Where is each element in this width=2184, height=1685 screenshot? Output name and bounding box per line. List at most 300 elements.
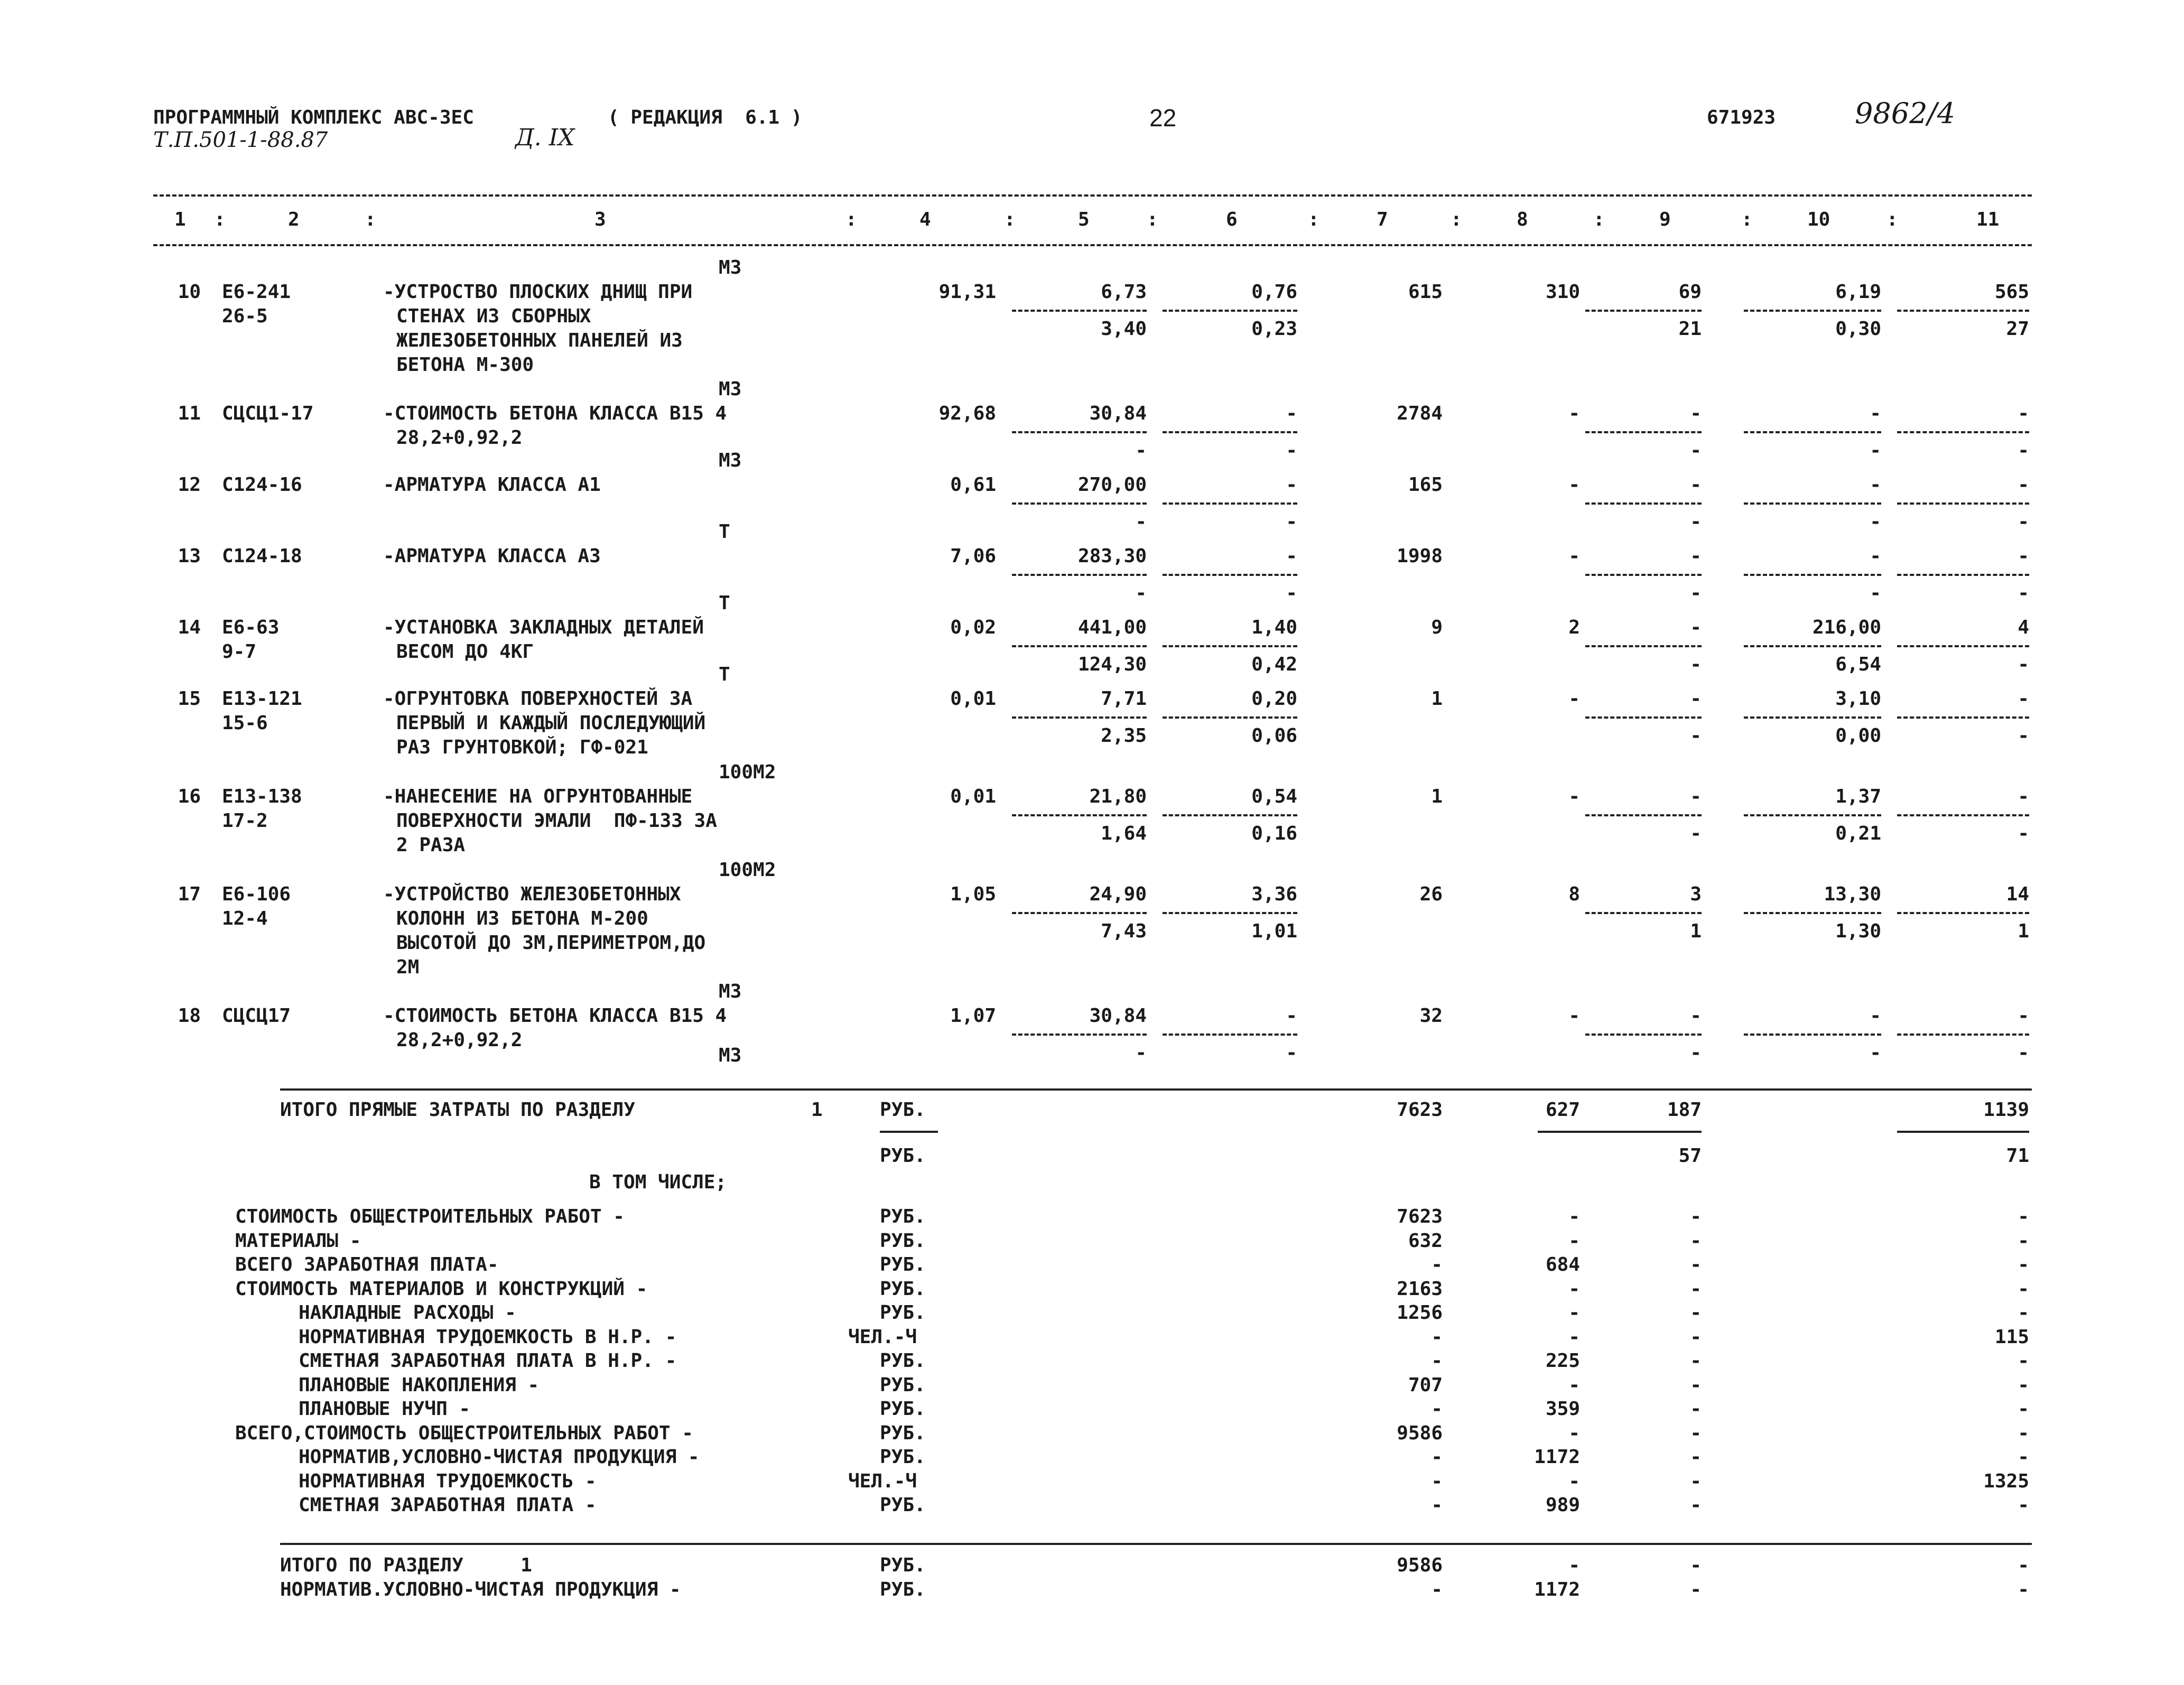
column-separator: : [214, 209, 226, 230]
row-col7: 9 [1431, 617, 1443, 638]
summary-col9: - [1690, 1494, 1702, 1516]
row-description: -СТОИМОСТЬ БЕТОНА КЛАССА В15 4 [383, 1005, 727, 1027]
summary-label: МАТЕРИАЛЫ - [235, 1230, 361, 1252]
fraction-rule [1012, 310, 1147, 312]
summary-col8: - [1568, 1302, 1580, 1324]
fraction-rule [1585, 645, 1702, 647]
summary-col7: - [1431, 1446, 1443, 1468]
fraction-rule [1585, 431, 1702, 433]
row-col8: - [1568, 545, 1580, 567]
row-col6b: 0,06 [1251, 725, 1297, 747]
summary-unit: РУБ. [880, 1206, 926, 1227]
totals-col7: 7623 [1397, 1099, 1443, 1121]
row-col9: - [1690, 403, 1702, 424]
row-col6b: 0,23 [1251, 318, 1297, 340]
summary-col8: - [1568, 1326, 1580, 1348]
fraction-rule [1897, 912, 2029, 914]
row-col11b: 27 [2006, 318, 2029, 340]
final-col11: - [2018, 1579, 2029, 1600]
summary-col11: - [2018, 1230, 2029, 1252]
summary-unit: РУБ. [880, 1446, 926, 1468]
row-code: С124-18 [222, 545, 302, 567]
final-col11: - [2018, 1554, 2029, 1576]
row-col11: - [2018, 545, 2029, 567]
row-number: 15 [178, 688, 201, 710]
totals-unit: РУБ. [880, 1099, 926, 1121]
row-col7: 32 [1419, 1005, 1443, 1027]
row-col6b: - [1286, 440, 1297, 461]
summary-unit: РУБ. [880, 1278, 926, 1300]
totals-unit-rule [880, 1131, 938, 1133]
summary-unit: ЧЕЛ.-Ч [848, 1326, 917, 1348]
fraction-rule [1012, 912, 1147, 914]
row-col4: 7,06 [950, 545, 996, 567]
summary-col9: - [1690, 1350, 1702, 1372]
summary-col11: - [2018, 1206, 2029, 1227]
fraction-rule [1744, 574, 1881, 576]
fraction-rule [1744, 1034, 1881, 1036]
column-separator: : [1308, 209, 1319, 230]
summary-col11: - [2018, 1278, 2029, 1300]
row-code: 12-4 [222, 908, 268, 929]
row-col5b: - [1135, 511, 1147, 533]
row-col6: 0,20 [1251, 688, 1297, 710]
fraction-rule [1897, 716, 2029, 719]
column-header-3: 3 [594, 209, 606, 230]
row-col6: - [1286, 545, 1297, 567]
row-col5b: - [1135, 440, 1147, 461]
row-col10: - [1870, 545, 1881, 567]
summary-label: НОРМАТИВНАЯ ТРУДОЕМКОСТЬ В Н.Р. - [299, 1326, 677, 1348]
row-col4: 1,05 [950, 883, 996, 905]
row-col7: 1 [1431, 688, 1443, 710]
row-col7: 165 [1408, 474, 1443, 496]
row-col9: - [1690, 617, 1702, 638]
summary-unit: ЧЕЛ.-Ч [848, 1470, 917, 1492]
row-col6: 3,36 [1251, 883, 1297, 905]
column-separator: : [365, 209, 376, 230]
row-description: ВЫСОТОЙ ДО 3М,ПЕРИМЕТРОМ,ДО [396, 932, 706, 954]
row-col8: 2 [1568, 617, 1580, 638]
row-col7: 26 [1419, 883, 1443, 905]
row-col9b: - [1690, 725, 1702, 747]
row-col5: 6,73 [1101, 281, 1147, 303]
row-description: -ОГРУНТОВКА ПОВЕРХНОСТЕЙ ЗА [383, 688, 693, 710]
row-description: ЖЕЛЕЗОБЕТОННЫХ ПАНЕЛЕЙ ИЗ [396, 330, 683, 351]
fraction-rule [1163, 716, 1297, 719]
fraction-rule [1585, 912, 1702, 914]
summary-col9: - [1690, 1326, 1702, 1348]
row-col7: 615 [1408, 281, 1443, 303]
program-title: ПРОГРАММНЫЙ КОМПЛЕКС АВС-3ЕС [153, 107, 474, 128]
totals-col9-second: 57 [1678, 1145, 1702, 1167]
row-col5b: - [1135, 1042, 1147, 1064]
row-col11: - [2018, 403, 2029, 424]
row-description: 2М [396, 956, 420, 978]
summary-col9: - [1690, 1422, 1702, 1444]
row-col11: 4 [2018, 617, 2029, 638]
summary-col11: - [2018, 1302, 2029, 1324]
row-col9b: 1 [1690, 920, 1702, 942]
row-col5b: 124,30 [1077, 654, 1147, 675]
row-col6: 0,76 [1251, 281, 1297, 303]
row-col8: - [1568, 1005, 1580, 1027]
fraction-rule [1163, 1034, 1297, 1036]
summary-col11: - [2018, 1350, 2029, 1372]
row-description: ПОВЕРХНОСТИ ЭМАЛИ ПФ-133 ЗА [396, 810, 717, 832]
row-col9b: - [1690, 440, 1702, 461]
column-separator: : [1593, 209, 1605, 230]
fraction-rule [1163, 814, 1297, 816]
project-number: Т.П.501-1-88.87 [153, 128, 328, 152]
summary-label: СТОИМОСТЬ ОБЩЕСТРОИТЕЛЬНЫХ РАБОТ - [235, 1206, 625, 1227]
row-description: ПЕРВЫЙ И КАЖДЫЙ ПОСЛЕДУЮЩИЙ [396, 712, 706, 734]
row-col10b: 0,30 [1835, 318, 1881, 340]
fraction-rule [1897, 1034, 2029, 1036]
summary-col8: 989 [1545, 1494, 1580, 1516]
summary-col7: - [1431, 1254, 1443, 1276]
row-col9b: - [1690, 654, 1702, 675]
row-col6b: 0,16 [1251, 823, 1297, 844]
edition-label: ( РЕДАКЦИЯ 6.1 ) [608, 107, 803, 128]
row-col11: - [2018, 474, 2029, 496]
summary-col8: 225 [1545, 1350, 1580, 1372]
row-code: СЦСЦ17 [222, 1005, 291, 1027]
fraction-rule [1012, 645, 1147, 647]
row-col11b: - [2018, 440, 2029, 461]
row-code: Е13-121 [222, 688, 302, 710]
column-separator: : [1004, 209, 1016, 230]
row-col7: 2784 [1397, 403, 1443, 424]
summary-label: ВСЕГО,СТОИМОСТЬ ОБЩЕСТРОИТЕЛЬНЫХ РАБОТ - [235, 1422, 693, 1444]
row-col5b: 2,35 [1101, 725, 1147, 747]
row-unit-label: М3 [719, 257, 742, 278]
fraction-rule [1744, 502, 1881, 505]
row-col6: - [1286, 403, 1297, 424]
row-code: 15-6 [222, 712, 268, 734]
row-col5b: 3,40 [1101, 318, 1147, 340]
row-unit-label: М3 [719, 1045, 742, 1066]
summary-col9: - [1690, 1302, 1702, 1324]
row-col11b: - [2018, 582, 2029, 604]
summary-col9: - [1690, 1398, 1702, 1420]
row-col5: 21,80 [1089, 786, 1147, 807]
summary-col7: - [1431, 1470, 1443, 1492]
row-col11: 14 [2006, 883, 2029, 905]
row-col4: 0,01 [950, 688, 996, 710]
summary-col8: - [1568, 1206, 1580, 1227]
row-description: -АРМАТУРА КЛАССА А1 [383, 474, 601, 496]
fraction-rule [1163, 310, 1297, 312]
row-col5: 7,71 [1101, 688, 1147, 710]
summary-col9: - [1690, 1230, 1702, 1252]
fraction-rule [1585, 574, 1702, 576]
row-col6b: 0,42 [1251, 654, 1297, 675]
summary-col7: 632 [1408, 1230, 1443, 1252]
row-col10: 216,00 [1812, 617, 1881, 638]
row-col11b: - [2018, 511, 2029, 533]
fraction-rule [1012, 502, 1147, 505]
summary-label: НАКЛАДНЫЕ РАСХОДЫ - [299, 1302, 516, 1324]
row-code: 17-2 [222, 810, 268, 832]
summary-col7: - [1431, 1326, 1443, 1348]
fraction-rule [1897, 645, 2029, 647]
row-description: РАЗ ГРУНТОВКОЙ; ГФ-021 [396, 737, 648, 758]
row-number: 12 [178, 474, 201, 496]
summary-label: НОРМАТИВ,УСЛОВНО-ЧИСТАЯ ПРОДУКЦИЯ - [299, 1446, 700, 1468]
fraction-rule [1585, 310, 1702, 312]
row-description: 28,2+0,92,2 [396, 1029, 523, 1051]
row-code: Е6-106 [222, 883, 291, 905]
row-col10: - [1870, 403, 1881, 424]
row-col9: - [1690, 1005, 1702, 1027]
fraction-rule [1012, 1034, 1147, 1036]
row-col5b: 1,64 [1101, 823, 1147, 844]
summary-col9: - [1690, 1470, 1702, 1492]
row-col9: 3 [1690, 883, 1702, 905]
totals-col11-second: 71 [2006, 1145, 2029, 1167]
fraction-rule [1897, 431, 2029, 433]
row-number: 10 [178, 281, 201, 303]
column-header-11: 11 [1976, 209, 2000, 230]
summary-col7: 1256 [1397, 1302, 1443, 1324]
summary-col11: 115 [1994, 1326, 2029, 1348]
summary-col7: - [1431, 1350, 1443, 1372]
row-col10b: 0,00 [1835, 725, 1881, 747]
summary-col11: - [2018, 1398, 2029, 1420]
column-header-10: 10 [1807, 209, 1830, 230]
row-code: Е6-241 [222, 281, 291, 303]
fraction-rule [1744, 716, 1881, 719]
row-description: БЕТОНА М-300 [396, 354, 534, 376]
fraction-rule [1897, 574, 2029, 576]
column-header-5: 5 [1078, 209, 1090, 230]
final-col7: 9586 [1397, 1554, 1443, 1576]
fraction-rule [1744, 310, 1881, 312]
row-col9: - [1690, 545, 1702, 567]
row-col4: 0,01 [950, 786, 996, 807]
summary-col8: 684 [1545, 1254, 1580, 1276]
final-col8: 1172 [1534, 1579, 1580, 1600]
summary-col9: - [1690, 1206, 1702, 1227]
summary-col7: - [1431, 1494, 1443, 1516]
row-col6b: - [1286, 511, 1297, 533]
part-label: Д. IX [515, 124, 575, 151]
row-col10: 13,30 [1824, 883, 1881, 905]
summary-unit: РУБ. [880, 1422, 926, 1444]
row-col9: 69 [1678, 281, 1702, 303]
summary-col11: - [2018, 1446, 2029, 1468]
fraction-rule [1012, 814, 1147, 816]
row-col11b: - [2018, 1042, 2029, 1064]
fraction-rule [1012, 574, 1147, 576]
column-separator: : [1886, 209, 1898, 230]
row-col6b: - [1286, 1042, 1297, 1064]
row-col10: 1,37 [1835, 786, 1881, 807]
row-col10b: 1,30 [1835, 920, 1881, 942]
column-header-1: 1 [174, 209, 186, 230]
final-label: НОРМАТИВ.УСЛОВНО-ЧИСТАЯ ПРОДУКЦИЯ - [280, 1579, 681, 1600]
summary-unit: РУБ. [880, 1398, 926, 1420]
row-code: Е6-63 [222, 617, 280, 638]
summary-unit: РУБ. [880, 1374, 926, 1396]
row-col7: 1 [1431, 786, 1443, 807]
final-col9: - [1690, 1554, 1702, 1576]
page-number: 22 [1149, 104, 1177, 132]
row-col4: 0,61 [950, 474, 996, 496]
fraction-rule [1585, 1034, 1702, 1036]
row-unit-label: М3 [719, 981, 742, 1002]
summary-unit: РУБ. [880, 1230, 926, 1252]
document-code: 671923 [1707, 107, 1776, 128]
summary-col8: - [1568, 1374, 1580, 1396]
column-header-4: 4 [919, 209, 931, 230]
fraction-rule [1163, 574, 1297, 576]
row-col9b: - [1690, 823, 1702, 844]
row-description: -АРМАТУРА КЛАССА А3 [383, 545, 601, 567]
row-col6b: - [1286, 582, 1297, 604]
summary-col7: 9586 [1397, 1422, 1443, 1444]
fraction-rule [1585, 814, 1702, 816]
summary-label: ВСЕГО ЗАРАБОТНАЯ ПЛАТА- [235, 1254, 499, 1276]
summary-label: ПЛАНОВЫЕ НУЧП - [299, 1398, 471, 1420]
row-col9: - [1690, 688, 1702, 710]
summary-col7: - [1431, 1398, 1443, 1420]
row-col10b: - [1870, 582, 1881, 604]
handwritten-code: 9862/4 [1855, 97, 1955, 130]
row-col4: 0,02 [950, 617, 996, 638]
row-col5: 270,00 [1077, 474, 1147, 496]
totals-col11-rule [1897, 1131, 2029, 1133]
row-col11: - [2018, 1005, 2029, 1027]
fraction-rule [1163, 912, 1297, 914]
row-col6b: 1,01 [1251, 920, 1297, 942]
row-col10b: 6,54 [1835, 654, 1881, 675]
row-description: -УСТРОСТВО ПЛОСКИХ ДНИЩ ПРИ [383, 281, 693, 303]
summary-col8: - [1568, 1422, 1580, 1444]
row-description: -НАНЕСЕНИЕ НА ОГРУНТОВАННЫЕ [383, 786, 693, 807]
totals-col11: 1139 [1983, 1099, 2029, 1121]
header-bottom-rule [153, 244, 2032, 246]
fraction-rule [1897, 502, 2029, 505]
summary-col9: - [1690, 1446, 1702, 1468]
row-number: 18 [178, 1005, 201, 1027]
row-col4: 1,07 [950, 1005, 996, 1027]
row-unit-label: Т [719, 521, 730, 543]
summary-col9: - [1690, 1278, 1702, 1300]
final-unit: РУБ. [880, 1579, 926, 1600]
final-unit: РУБ. [880, 1554, 926, 1576]
row-col5: 441,00 [1077, 617, 1147, 638]
column-separator: : [845, 209, 857, 230]
summary-col9: - [1690, 1254, 1702, 1276]
column-separator: : [1147, 209, 1158, 230]
final-col7: - [1431, 1579, 1443, 1600]
summary-unit: РУБ. [880, 1302, 926, 1324]
fraction-rule [1744, 431, 1881, 433]
column-header-6: 6 [1226, 209, 1238, 230]
row-col10b: - [1870, 1042, 1881, 1064]
row-unit-label: М3 [719, 378, 742, 400]
row-col6: 1,40 [1251, 617, 1297, 638]
row-col8: 310 [1545, 281, 1580, 303]
row-number: 16 [178, 786, 201, 807]
row-col5b: - [1135, 582, 1147, 604]
fraction-rule [1163, 645, 1297, 647]
final-col8: - [1568, 1554, 1580, 1576]
row-col9b: - [1690, 511, 1702, 533]
row-col10: 3,10 [1835, 688, 1881, 710]
summary-label: СМЕТНАЯ ЗАРАБОТНАЯ ПЛАТА В Н.Р. - [299, 1350, 677, 1372]
row-number: 13 [178, 545, 201, 567]
row-unit-label: Т [719, 592, 730, 614]
row-col9b: - [1690, 582, 1702, 604]
totals-section: 1 [811, 1099, 823, 1121]
row-col8: - [1568, 688, 1580, 710]
final-col9: - [1690, 1579, 1702, 1600]
fraction-rule [1744, 912, 1881, 914]
totals-label: ИТОГО ПРЯМЫЕ ЗАТРАТЫ ПО РАЗДЕЛУ [280, 1099, 635, 1121]
fraction-rule [1012, 716, 1147, 719]
summary-col8: - [1568, 1230, 1580, 1252]
summary-col11: - [2018, 1422, 2029, 1444]
row-description: -СТОИМОСТЬ БЕТОНА КЛАССА В15 4 [383, 403, 727, 424]
summary-col7: 707 [1408, 1374, 1443, 1396]
row-number: 14 [178, 617, 201, 638]
summary-label: СТОИМОСТЬ МАТЕРИАЛОВ И КОНСТРУКЦИЙ - [235, 1278, 648, 1300]
row-col5: 283,30 [1077, 545, 1147, 567]
row-col11b: - [2018, 725, 2029, 747]
column-separator: : [1451, 209, 1462, 230]
column-header-7: 7 [1377, 209, 1388, 230]
summary-col8: - [1568, 1278, 1580, 1300]
fraction-rule [1897, 814, 2029, 816]
row-code: 26-5 [222, 305, 268, 327]
row-description: -УСТРОЙСТВО ЖЕЛЕЗОБЕТОННЫХ [383, 883, 681, 905]
row-unit-label: М3 [719, 450, 742, 471]
row-col10b: - [1870, 511, 1881, 533]
totals-subheading: В ТОМ ЧИСЛЕ; [589, 1171, 727, 1193]
row-description: -УСТАНОВКА ЗАКЛАДНЫХ ДЕТАЛЕЙ [383, 617, 704, 638]
summary-col11: - [2018, 1374, 2029, 1396]
summary-col8: 1172 [1534, 1446, 1580, 1468]
row-col10: - [1870, 474, 1881, 496]
row-unit-label: 100М2 [719, 761, 776, 783]
totals-col8: 627 [1545, 1099, 1580, 1121]
row-col11b: 1 [2018, 920, 2029, 942]
row-col10: 6,19 [1835, 281, 1881, 303]
row-col5: 30,84 [1089, 1005, 1147, 1027]
row-col6: 0,54 [1251, 786, 1297, 807]
final-top-rule [280, 1543, 2032, 1545]
row-col9: - [1690, 786, 1702, 807]
summary-col8: - [1568, 1470, 1580, 1492]
row-unit-label: 100М2 [719, 859, 776, 881]
row-description: 2 РАЗА [396, 834, 466, 856]
summary-unit: РУБ. [880, 1494, 926, 1516]
row-col7: 1998 [1397, 545, 1443, 567]
totals-top-rule [280, 1088, 2032, 1091]
summary-unit: РУБ. [880, 1350, 926, 1372]
column-separator: : [1741, 209, 1753, 230]
fraction-rule [1897, 310, 2029, 312]
summary-col11: - [2018, 1254, 2029, 1276]
row-number: 11 [178, 403, 201, 424]
row-description: КОЛОНН ИЗ БЕТОНА М-200 [396, 908, 648, 929]
fraction-rule [1585, 502, 1702, 505]
summary-label: НОРМАТИВНАЯ ТРУДОЕМКОСТЬ - [299, 1470, 597, 1492]
totals-col9-rule [1538, 1131, 1702, 1133]
